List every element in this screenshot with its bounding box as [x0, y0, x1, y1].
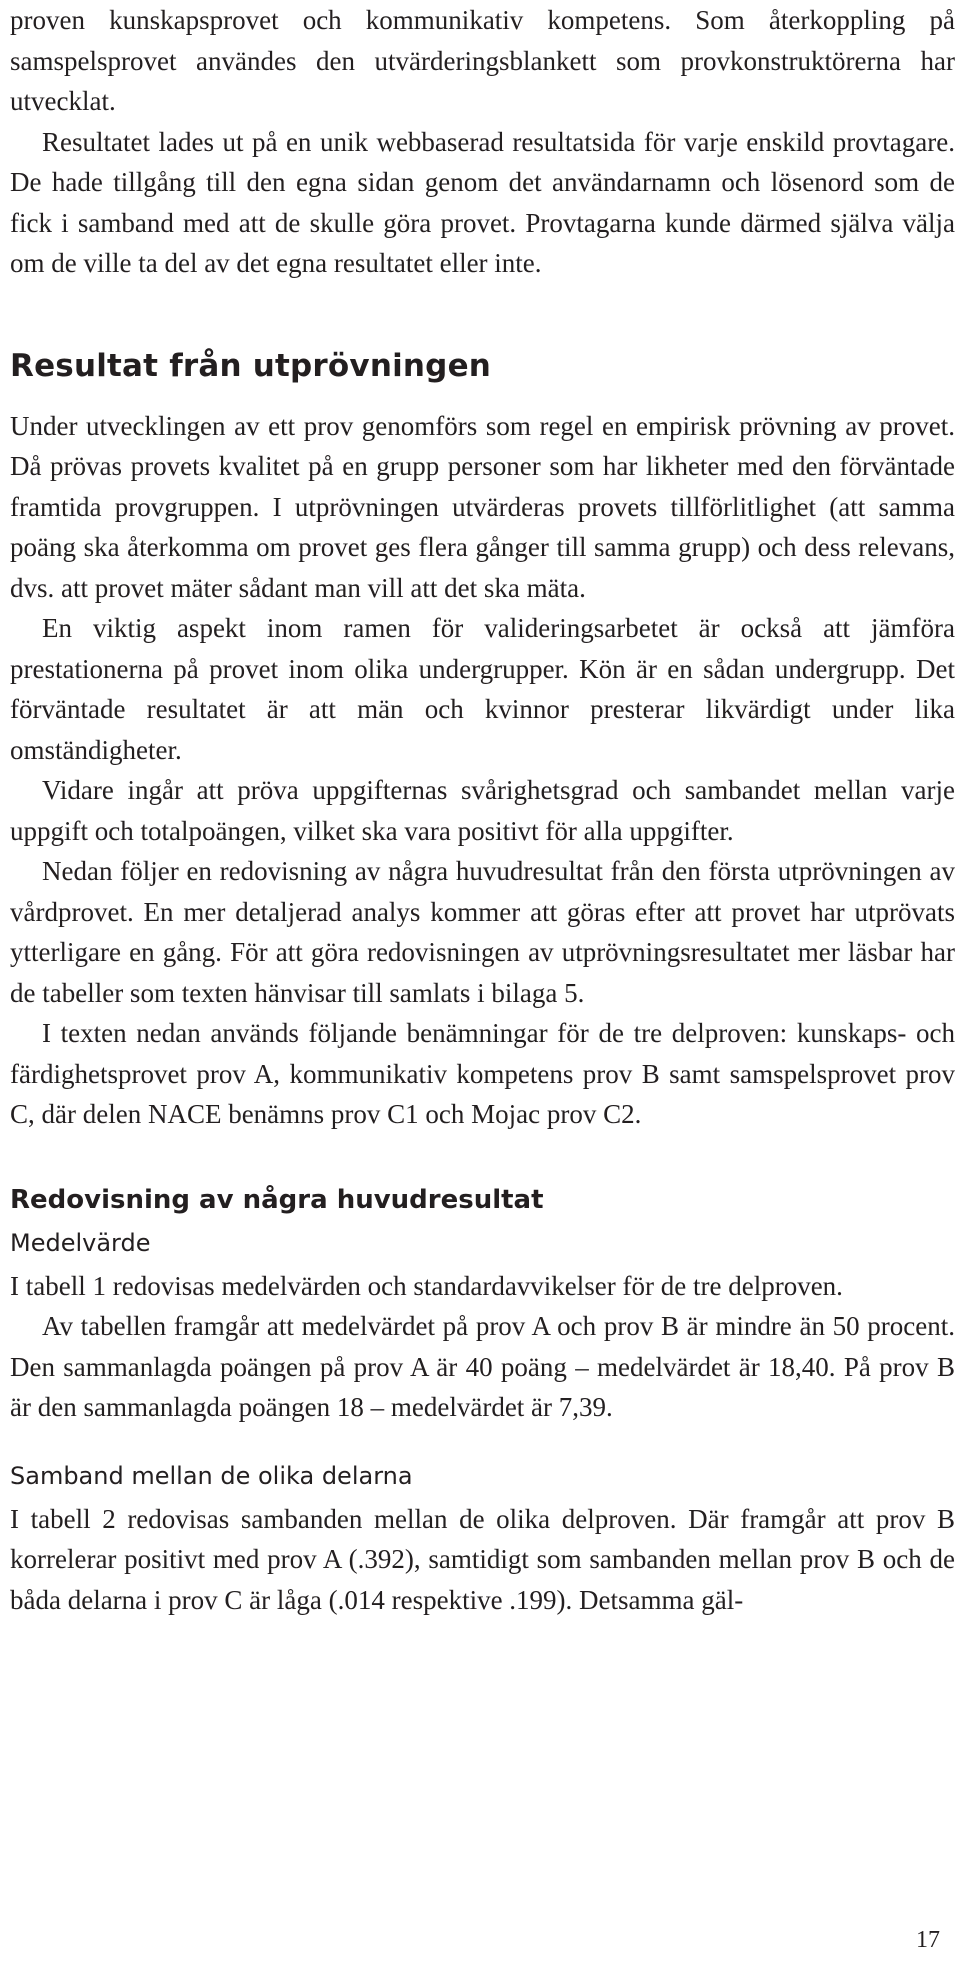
section-heading: Resultat från utprövningen [10, 347, 492, 384]
body-paragraph: I tabell 1 redovisas medelvärden och standardavvikelser för de tre delproven. [10, 1270, 843, 1301]
body-paragraph: En viktig aspekt inom ramen för valideringsarbetet är också att jämföra prestationerna på provet inom olika undergrupper. Kön är en sådan undergrupp. Det förväntade resultatet är att män och kvinnor presterar likvärdigt under lika omständigheter. [10, 613, 955, 765]
body-paragraph: I texten nedan används följande benämningar för de tre delproven: kunskaps- och färdighetsprovet prov A, kommunikativ kompetens prov B samt samspelsprovet prov C, där delen NACE benämns prov C1 och Mojac prov C2. [10, 1018, 955, 1129]
body-paragraph: I tabell 2 redovisas sambanden mellan de olika delproven. Där framgår att prov B korrelerar positivt med prov A (.392), samtidigt som sambanden mellan prov B och de båda delarna i prov C är låga (.014 respektive .199). Detsamma gäl- [10, 1503, 955, 1615]
minor-heading-medelvarde: Medelvärde [10, 1228, 151, 1257]
body-paragraph: Nedan följer en redovisning av några huvudresultat från den första utprövningen av vårdprovet. En mer detaljerad analys kommer att göras efter att provet har utprövats ytterligare en gång. För att göra redovisningen av utprövningsresultatet mer läsbar har de tabeller som texten hänvisar till samlats i bilaga 5. [10, 856, 955, 1008]
body-paragraph: Under utvecklingen av ett prov genomförs som regel en empirisk prövning av provet. Då prövas provets kvalitet på en grupp personer som har likheter med den förväntade framtida provgruppen. I utprövningen utvärderas provets tillförlitlighet (att samma poäng ska återkomma om provet ges flera gånger till samma grupp) och dess relevans, dvs. att provet mäter sådant man vill att det ska mäta. [10, 410, 955, 603]
body-paragraph: Av tabellen framgår att medelvärdet på prov A och prov B är mindre än 50 procent. Den sammanlagda poängen på prov A är 40 poäng – medelvärdet är 18,40. På prov B är den sammanlagda poängen 18 – medelvärdet är 7,39. [10, 1311, 955, 1422]
subsection-heading: Redovisning av några huvudresultat [10, 1184, 544, 1215]
body-paragraph: proven kunskapsprovet och kommunikativ kompetens. Som återkoppling på samspelsprovet användes den utvärderingsblankett som provkonstruktörerna har utvecklat. [10, 5, 955, 116]
document-page [10, 0, 955, 1620]
page-number: 17 [916, 1927, 940, 1953]
body-paragraph: Vidare ingår att pröva uppgifternas svårighetsgrad och sambandet mellan varje uppgift och totalpoängen, vilket ska vara positivt för alla uppgifter. [10, 775, 955, 846]
body-paragraph: Resultatet lades ut på en unik webbaserad resultatsida för varje enskild provtagare. De hade tillgång till den egna sidan genom det användarnamn och lösenord som de fick i samband med att de skulle göra provet. Provtagarna kunde därmed själva välja om de ville ta del av det egna resultatet eller inte. [10, 126, 955, 278]
minor-heading-samband: Samband mellan de olika delarna [10, 1461, 413, 1490]
